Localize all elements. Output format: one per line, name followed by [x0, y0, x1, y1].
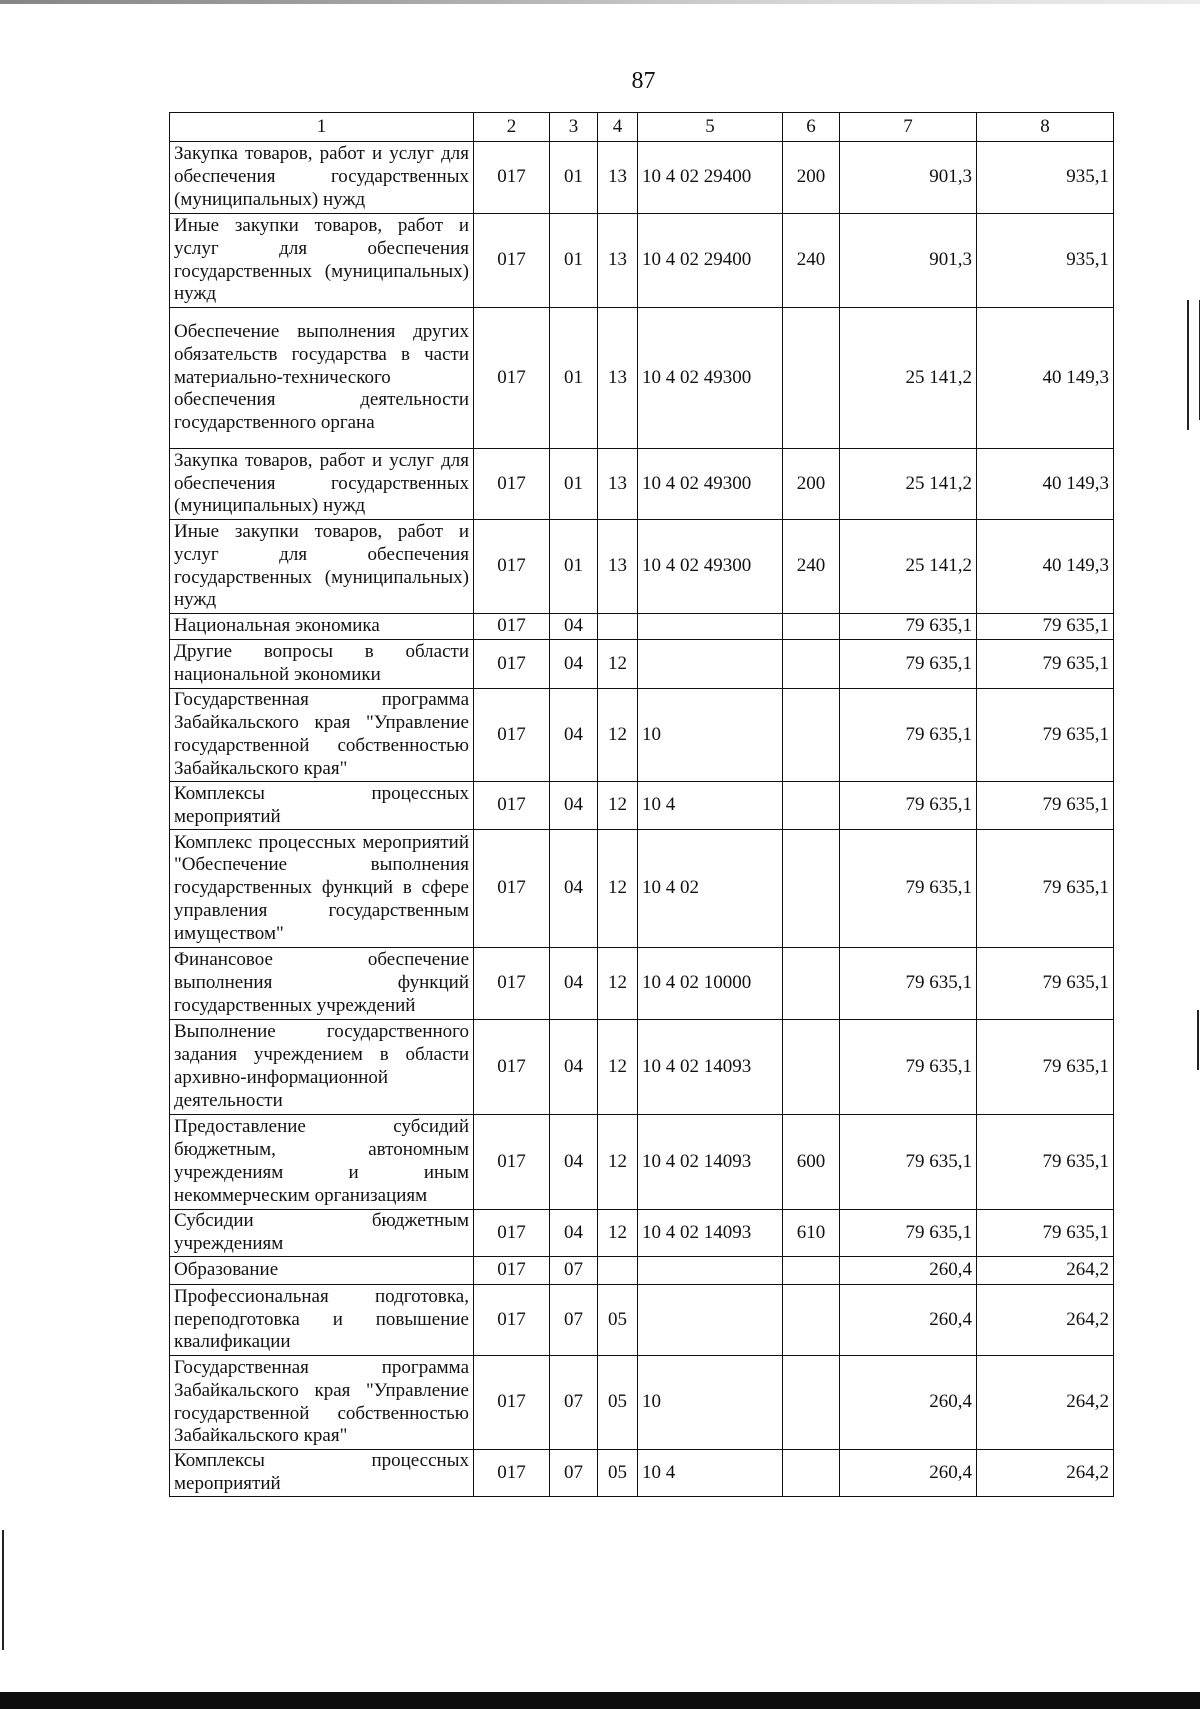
cell-ministry: 017	[474, 308, 550, 449]
cell-ministry: 017	[474, 520, 550, 614]
cell-sum-2: 264,2	[977, 1356, 1114, 1450]
cell-sum-2: 264,2	[977, 1450, 1114, 1497]
cell-sum-2: 79 635,1	[977, 830, 1114, 948]
cell-subsection: 12	[598, 640, 638, 689]
row-name: Субсидии бюджетным учреждениям	[170, 1210, 474, 1257]
cell-expense-type	[783, 1285, 840, 1356]
column-header: 2	[474, 113, 550, 142]
cell-ministry: 017	[474, 214, 550, 308]
table-row	[170, 449, 1114, 520]
cell-ministry: 017	[474, 449, 550, 520]
cell-sum-2: 264,2	[977, 1257, 1114, 1285]
cell-ministry: 017	[474, 1285, 550, 1356]
cell-expense-type: 200	[783, 449, 840, 520]
cell-section: 01	[550, 308, 598, 449]
cell-target: 10 4 02 14093	[638, 1020, 783, 1115]
cell-ministry: 017	[474, 1020, 550, 1115]
cell-section: 04	[550, 689, 598, 782]
cell-section: 01	[550, 520, 598, 614]
cell-target: 10 4 02 10000	[638, 948, 783, 1020]
row-name: Закупка товаров, работ и услуг для обеспечения государственных (муниципальных) нужд	[170, 142, 474, 214]
cell-expense-type	[783, 830, 840, 948]
cell-target	[638, 640, 783, 689]
budget-table	[169, 112, 1114, 1497]
cell-section: 04	[550, 1020, 598, 1115]
cell-expense-type	[783, 1356, 840, 1450]
table-row	[170, 142, 1114, 214]
cell-sum-2: 79 635,1	[977, 948, 1114, 1020]
cell-expense-type	[783, 1020, 840, 1115]
cell-section: 07	[550, 1356, 598, 1450]
cell-sum-2: 79 635,1	[977, 1115, 1114, 1210]
column-header: 8	[977, 113, 1114, 142]
cell-sum-1: 901,3	[840, 214, 977, 308]
cell-sum-1: 79 635,1	[840, 830, 977, 948]
cell-ministry: 017	[474, 614, 550, 640]
row-name: Иные закупки товаров, работ и услуг для обеспечения государственных (муниципальных) нужд	[170, 520, 474, 614]
cell-expense-type	[783, 640, 840, 689]
cell-section: 04	[550, 640, 598, 689]
cell-expense-type: 240	[783, 214, 840, 308]
cell-subsection: 12	[598, 830, 638, 948]
table-row	[170, 830, 1114, 948]
cell-target: 10 4 02 29400	[638, 214, 783, 308]
cell-subsection: 12	[598, 1115, 638, 1210]
cell-expense-type: 600	[783, 1115, 840, 1210]
scan-bottom-edge	[0, 1692, 1200, 1709]
cell-sum-1: 79 635,1	[840, 640, 977, 689]
cell-ministry: 017	[474, 640, 550, 689]
row-name: Национальная экономика	[170, 614, 474, 640]
cell-ministry: 017	[474, 1210, 550, 1257]
table-row	[170, 782, 1114, 830]
cell-subsection: 12	[598, 782, 638, 830]
cell-section: 07	[550, 1450, 598, 1497]
cell-subsection: 12	[598, 1210, 638, 1257]
column-header: 4	[598, 113, 638, 142]
cell-ministry: 017	[474, 948, 550, 1020]
cell-sum-2: 264,2	[977, 1285, 1114, 1356]
cell-expense-type	[783, 1257, 840, 1285]
row-name: Образование	[170, 1257, 474, 1285]
cell-sum-2: 40 149,3	[977, 449, 1114, 520]
cell-ministry: 017	[474, 830, 550, 948]
row-name: Обеспечение выполнения других обязательств государства в части материально-технического обеспечения деятельности государственного органа	[170, 308, 474, 449]
row-name: Выполнение государственного задания учреждением в области архивно-информационной деятельности	[170, 1020, 474, 1115]
cell-sum-2: 40 149,3	[977, 520, 1114, 614]
cell-subsection: 12	[598, 689, 638, 782]
cell-ministry: 017	[474, 782, 550, 830]
cell-sum-2: 79 635,1	[977, 689, 1114, 782]
cell-sum-1: 79 635,1	[840, 782, 977, 830]
cell-expense-type	[783, 1450, 840, 1497]
column-header: 7	[840, 113, 977, 142]
table-row	[170, 1450, 1114, 1497]
cell-sum-2: 79 635,1	[977, 614, 1114, 640]
table-row	[170, 520, 1114, 614]
row-name: Комплекс процессных мероприятий "Обеспечение выполнения государственных функций в сфере управления государственным имуществом"	[170, 830, 474, 948]
table-row	[170, 308, 1114, 449]
table-row	[170, 1115, 1114, 1210]
cell-section: 07	[550, 1257, 598, 1285]
cell-sum-1: 260,4	[840, 1356, 977, 1450]
cell-expense-type	[783, 689, 840, 782]
cell-subsection	[598, 614, 638, 640]
cell-subsection: 12	[598, 948, 638, 1020]
cell-sum-2: 79 635,1	[977, 782, 1114, 830]
table-row	[170, 1020, 1114, 1115]
scan-margin-mark	[2, 1530, 4, 1650]
column-header: 1	[170, 113, 474, 142]
table-header-row	[170, 113, 1114, 142]
cell-ministry: 017	[474, 689, 550, 782]
cell-ministry: 017	[474, 142, 550, 214]
cell-sum-1: 79 635,1	[840, 689, 977, 782]
cell-target	[638, 1285, 783, 1356]
cell-sum-2: 40 149,3	[977, 308, 1114, 449]
cell-ministry: 017	[474, 1450, 550, 1497]
cell-subsection	[598, 1257, 638, 1285]
cell-sum-1: 25 141,2	[840, 449, 977, 520]
row-name: Закупка товаров, работ и услуг для обеспечения государственных (муниципальных) нужд	[170, 449, 474, 520]
cell-expense-type: 610	[783, 1210, 840, 1257]
cell-sum-1: 79 635,1	[840, 1020, 977, 1115]
row-name: Иные закупки товаров, работ и услуг для обеспечения государственных (муниципальных) нужд	[170, 214, 474, 308]
cell-subsection: 05	[598, 1356, 638, 1450]
row-name: Другие вопросы в области национальной экономики	[170, 640, 474, 689]
column-header: 5	[638, 113, 783, 142]
table-row	[170, 1210, 1114, 1257]
cell-target: 10 4 02 14093	[638, 1115, 783, 1210]
row-name: Комплексы процессных мероприятий	[170, 1450, 474, 1497]
page-number: 87	[631, 68, 656, 94]
cell-sum-1: 79 635,1	[840, 614, 977, 640]
cell-subsection: 13	[598, 142, 638, 214]
cell-sum-1: 79 635,1	[840, 948, 977, 1020]
table-row	[170, 1257, 1114, 1285]
cell-sum-2: 935,1	[977, 142, 1114, 214]
cell-sum-1: 25 141,2	[840, 308, 977, 449]
cell-section: 04	[550, 830, 598, 948]
scan-margin-mark	[1187, 300, 1189, 430]
cell-sum-1: 260,4	[840, 1450, 977, 1497]
cell-target: 10	[638, 1356, 783, 1450]
cell-target: 10	[638, 689, 783, 782]
table-row	[170, 948, 1114, 1020]
cell-target: 10 4	[638, 782, 783, 830]
cell-subsection: 13	[598, 449, 638, 520]
cell-target	[638, 614, 783, 640]
row-name: Финансовое обеспечение выполнения функций государственных учреждений	[170, 948, 474, 1020]
row-name: Государственная программа Забайкальского края "Управление государственной собственностью Забайкальского края"	[170, 1356, 474, 1450]
cell-sum-1: 901,3	[840, 142, 977, 214]
cell-subsection: 13	[598, 520, 638, 614]
column-header: 3	[550, 113, 598, 142]
cell-subsection: 12	[598, 1020, 638, 1115]
cell-subsection: 13	[598, 214, 638, 308]
row-name: Государственная программа Забайкальского края "Управление государственной собственностью Забайкальского края"	[170, 689, 474, 782]
cell-sum-1: 260,4	[840, 1257, 977, 1285]
cell-expense-type	[783, 782, 840, 830]
cell-target: 10 4 02 49300	[638, 449, 783, 520]
column-header: 6	[783, 113, 840, 142]
row-name: Профессиональная подготовка, переподготовка и повышение квалификации	[170, 1285, 474, 1356]
cell-section: 01	[550, 142, 598, 214]
cell-sum-1: 25 141,2	[840, 520, 977, 614]
cell-target: 10 4 02 29400	[638, 142, 783, 214]
table-row	[170, 614, 1114, 640]
cell-target: 10 4 02 14093	[638, 1210, 783, 1257]
cell-expense-type: 240	[783, 520, 840, 614]
cell-target: 10 4	[638, 1450, 783, 1497]
cell-subsection: 13	[598, 308, 638, 449]
cell-sum-1: 79 635,1	[840, 1210, 977, 1257]
cell-target: 10 4 02 49300	[638, 308, 783, 449]
cell-target	[638, 1257, 783, 1285]
row-name: Предоставление субсидий бюджетным, автономным учреждениям и иным некоммерческим организациям	[170, 1115, 474, 1210]
cell-section: 01	[550, 449, 598, 520]
cell-expense-type: 200	[783, 142, 840, 214]
cell-ministry: 017	[474, 1115, 550, 1210]
table-row	[170, 689, 1114, 782]
cell-sum-2: 79 635,1	[977, 640, 1114, 689]
scan-top-edge	[0, 0, 1200, 4]
cell-target: 10 4 02	[638, 830, 783, 948]
table-row	[170, 640, 1114, 689]
cell-sum-2: 79 635,1	[977, 1210, 1114, 1257]
cell-section: 04	[550, 614, 598, 640]
cell-sum-1: 79 635,1	[840, 1115, 977, 1210]
cell-sum-2: 935,1	[977, 214, 1114, 308]
cell-sum-2: 79 635,1	[977, 1020, 1114, 1115]
cell-section: 04	[550, 782, 598, 830]
row-name: Комплексы процессных мероприятий	[170, 782, 474, 830]
table-row	[170, 1356, 1114, 1450]
cell-target: 10 4 02 49300	[638, 520, 783, 614]
cell-ministry: 017	[474, 1257, 550, 1285]
cell-expense-type	[783, 948, 840, 1020]
cell-expense-type	[783, 308, 840, 449]
cell-subsection: 05	[598, 1285, 638, 1356]
cell-section: 04	[550, 948, 598, 1020]
cell-sum-1: 260,4	[840, 1285, 977, 1356]
cell-ministry: 017	[474, 1356, 550, 1450]
cell-subsection: 05	[598, 1450, 638, 1497]
cell-section: 04	[550, 1210, 598, 1257]
table-row	[170, 1285, 1114, 1356]
table-row	[170, 214, 1114, 308]
cell-expense-type	[783, 614, 840, 640]
cell-section: 04	[550, 1115, 598, 1210]
cell-section: 01	[550, 214, 598, 308]
scan-margin-mark	[1197, 1010, 1199, 1070]
cell-section: 07	[550, 1285, 598, 1356]
